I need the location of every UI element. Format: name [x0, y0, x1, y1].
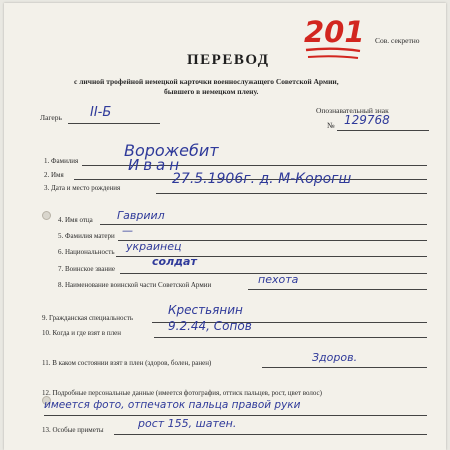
field-name-label: 2. Имя: [44, 171, 64, 179]
field-nationality-value: украинец: [126, 240, 182, 253]
field-mother-label: 5. Фамилия матери: [58, 232, 115, 240]
field-name-value: Иван: [128, 156, 184, 174]
field-condition-value: Здоров.: [312, 351, 358, 364]
stamp-number: 201: [304, 15, 365, 49]
id-tag-underline: [337, 130, 429, 131]
field-captured-value: 9.2.44, Сопов: [168, 319, 252, 333]
field-father-label: 4. Имя отца: [58, 216, 93, 224]
id-tag-value: 129768: [344, 113, 390, 127]
subtitle-line-1: с личной трофейной немецкой карточки военнослужащего Советской Армии,: [74, 77, 339, 86]
field-rank-value: солдат: [152, 255, 197, 268]
field-unit-label: 8. Наименование воинской части Советской Армии: [58, 281, 212, 289]
field-father-value: Гавриил: [117, 209, 165, 222]
page-title: ПЕРЕВОД: [187, 52, 270, 68]
document-sheet: [4, 3, 446, 450]
field-rank-label: 7. Воинское звание: [58, 265, 115, 273]
field-details-label: 12. Подробные персональные данные (имеется фотография, оттиск пальцев, рост, цвет волос): [42, 389, 322, 397]
field-mother-value: —: [122, 224, 133, 237]
field-captured-underline: [154, 337, 427, 338]
field-details-value: имеется фото, отпечаток пальца правой руки: [44, 399, 301, 411]
field-birth-underline: [156, 193, 427, 194]
field-condition-label: 11. В каком состоянии взят в плен (здоров, болен, ранен): [42, 359, 212, 367]
field-marks-label: 13. Особые приметы: [42, 426, 104, 434]
id-tag-label: Опознавательный знак: [316, 106, 389, 115]
field-surname-label: 1. Фамилия: [44, 157, 79, 165]
field-profession-value: Крестьянин: [168, 303, 243, 317]
field-captured-label: 10. Когда и где взят в плен: [42, 329, 121, 337]
camp-value: II-Б: [90, 105, 112, 120]
camp-underline: [68, 123, 160, 124]
field-birth-value: 27.5.1906г. д. М-Корогш: [172, 171, 352, 187]
camp-label: Лагерь: [40, 113, 62, 122]
field-condition-underline: [262, 367, 427, 368]
stamp-underline: [304, 47, 364, 63]
field-father-underline: [100, 224, 427, 225]
field-profession-label: 9. Гражданская специальность: [42, 314, 134, 322]
field-unit-value: пехота: [258, 273, 299, 286]
field-surname-value: Ворожебит: [124, 141, 219, 160]
field-marks-underline: [114, 434, 427, 435]
classification-label: Сов. секретно: [375, 36, 420, 45]
field-nationality-label: 6. Национальность: [58, 248, 115, 256]
id-tag-prefix: №: [327, 121, 335, 130]
subtitle-line-2: бывшего в немецком плену.: [164, 87, 259, 96]
field-birth-label: 3. Дата и место рождения: [44, 184, 121, 192]
punch-hole-upper: [42, 211, 51, 220]
field-marks-value: рост 155, шатен.: [138, 417, 237, 430]
field-unit-underline: [248, 289, 427, 290]
field-details-underline: [44, 415, 427, 416]
